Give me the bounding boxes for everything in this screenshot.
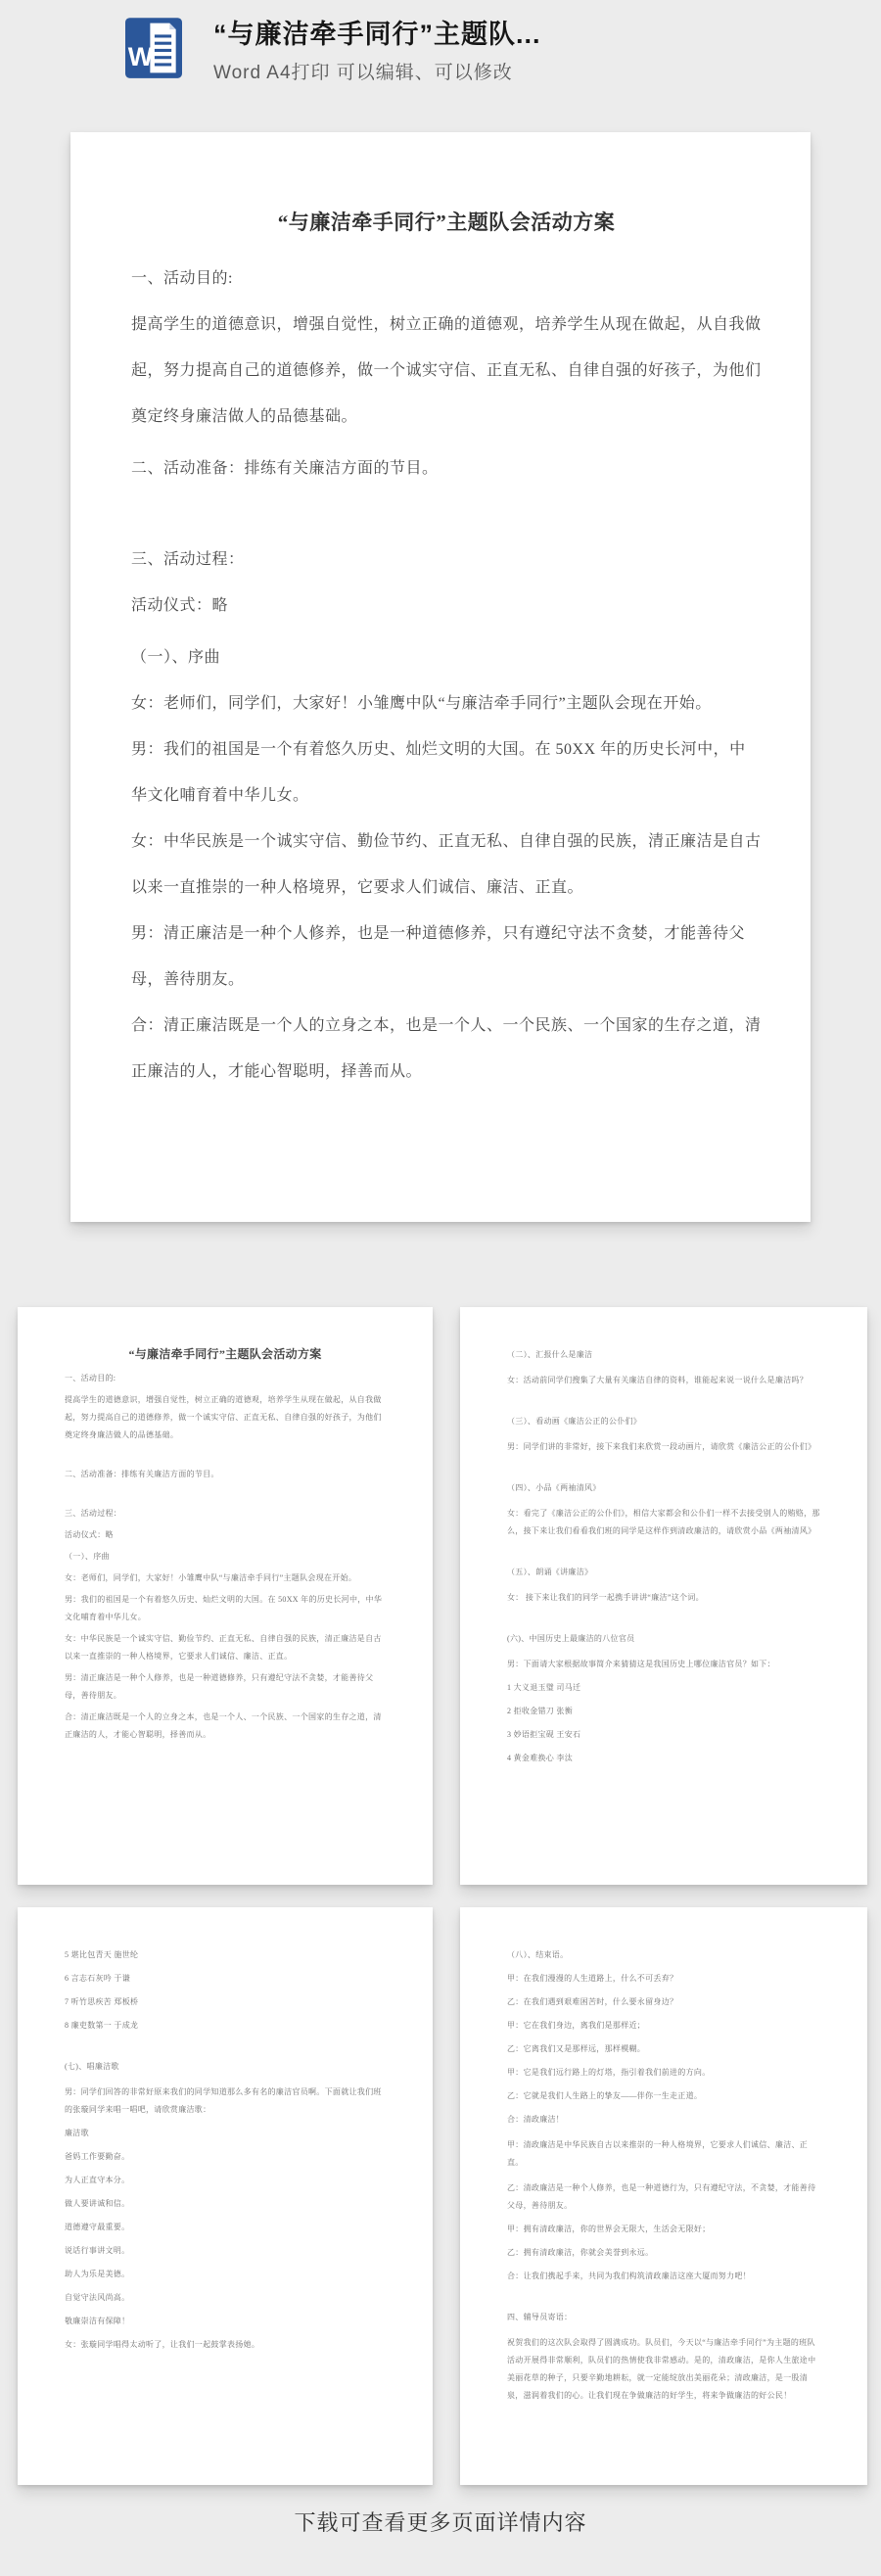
doc-text-line: （八）、结束语。 bbox=[507, 1950, 569, 1959]
doc-text-line: 活动仪式：略 bbox=[131, 597, 229, 614]
doc-text-line: （一）、序曲 bbox=[131, 649, 221, 666]
doc-text-line: 提高学生的道德意识，增强自觉性，树立正确的道德观，培养学生从现在做起，从自我做起，努力提高自己的道德修养，做一个诚实守信、正直无私、自律自强的好孩子，为他们奠定终身廉洁做人的品德基础。 bbox=[65, 1395, 382, 1439]
doc-text-line: 男：我们的祖国是一个有着悠久历史、灿烂文明的大国。在 50XX 年的历史长河中，中华文化哺育着中华儿女。 bbox=[65, 1595, 383, 1621]
doc-text-line: 提高学生的道德意识，增强自觉性，树立正确的道德观，培养学生从现在做起，从自我做起，努力提高自己的道德修养，做一个诚实守信、正直无私、自律自强的好孩子，为他们奠定终身廉洁做人的品德基础。 bbox=[131, 316, 762, 425]
header bbox=[125, 16, 541, 84]
header-text bbox=[213, 16, 541, 84]
doc-text-line: 合：清正廉洁既是一个人的立身之本，也是一个人、一个民族、一个国家的生存之道，清正廉洁的人，才能心智聪明，择善而从。 bbox=[131, 1017, 762, 1080]
thumbnail-4-content bbox=[460, 1907, 867, 2405]
doc-text-line: 6 言志石灰吟 于谦 bbox=[65, 1974, 130, 1983]
doc-text-line: 乙：它就是我们人生路上的挚友——伴你一生走正道。 bbox=[507, 2091, 703, 2100]
doc-text-line: 合：让我们携起手来，共同为我们构筑清政廉洁这座大厦而努力吧！ bbox=[507, 2272, 751, 2280]
doc-text-line: 一、活动目的: bbox=[65, 1374, 116, 1382]
doc-text-line: 敬廉崇洁有保障！ bbox=[65, 2317, 130, 2325]
doc-text-line: 合：清正廉洁既是一个人的立身之本，也是一个人、一个民族、一个国家的生存之道，清正廉洁的人，才能心智聪明，择善而从。 bbox=[65, 1712, 382, 1739]
svg-text:W: W bbox=[127, 41, 154, 72]
doc-text-line: 甲：拥有清政廉洁，你的世界会无限大，生活会无限好； bbox=[507, 2225, 711, 2233]
doc-text-line: 1 大义退玉璧 司马迁 bbox=[507, 1683, 581, 1692]
thumbnail-2-content bbox=[460, 1307, 867, 1767]
document-title: “与廉洁牵手同行”主题队... bbox=[213, 20, 541, 49]
doc-text-line: 女：老师们，同学们，大家好！小雏鹰中队“与廉洁牵手同行”主题队会现在开始。 bbox=[131, 695, 712, 712]
doc-text-line: 四、辅导员寄语： bbox=[507, 2313, 573, 2321]
doc-text-line: 为人正直守本分。 bbox=[65, 2176, 130, 2184]
doc-text-line: 二、活动准备：排练有关廉洁方面的节目。 bbox=[65, 1470, 219, 1478]
doc-text-line: 助人为乐是美德。 bbox=[65, 2270, 130, 2278]
doc-text-line: （二）、汇报什么是廉洁 bbox=[507, 1350, 593, 1359]
doc-text-line: 甲：清政廉洁是中华民族自古以来推崇的一种人格境界，它要求人们诚信、廉洁、正直。 bbox=[507, 2140, 809, 2167]
doc-text-line: 7 听竹思疾苦 郑板桥 bbox=[65, 1997, 139, 2006]
thumbnail-page-4[interactable] bbox=[460, 1907, 867, 2485]
doc-text-line: 女：老师们，同学们，大家好！小雏鹰中队“与廉洁牵手同行”主题队会现在开始。 bbox=[65, 1573, 357, 1582]
doc-text-line: 活动仪式：略 bbox=[65, 1530, 114, 1539]
doc-text-line: 乙：在我们遇到艰难困苦时，什么要永留身边？ bbox=[507, 1997, 678, 2006]
doc-text-line: （四）、小品《两袖清风》 bbox=[507, 1483, 601, 1492]
doc-text-line: 2 拒收金错刀 张衡 bbox=[507, 1707, 573, 1715]
document-preview-page-1[interactable] bbox=[70, 132, 811, 1222]
doc-text-line: 甲：它是我们远行路上的灯塔，指引着我们前进的方向。 bbox=[507, 2068, 711, 2077]
doc-text-line: 甲：它在我们身边，离我们是那样近； bbox=[507, 2021, 646, 2030]
doc-text-line: 祝贺我们的这次队会取得了圆满成功。队员们，今天以“与廉洁牵手同行”为主题的班队活动开展得非常顺利，队员们的热情使我非常感动。是的，清政廉洁，是你人生旅途中美丽花草的种子，只要辛勤地耕耘，就一定能绽放出美丽花朵；清政廉洁，是一股清泉，滋润着我们的心。让我们现在争做廉洁的好学生，将来争做廉洁的好公民！ bbox=[507, 2338, 816, 2400]
thumbnail-page-3[interactable] bbox=[18, 1907, 433, 2485]
doc-text-line: （一）、序曲 bbox=[65, 1552, 110, 1561]
doc-text-line: (六)、中国历史上最廉洁的八位官员 bbox=[507, 1634, 635, 1643]
thumbnail-page-2[interactable] bbox=[460, 1307, 867, 1885]
doc-text-line: 说话行事讲文明。 bbox=[65, 2246, 130, 2255]
doc-text-line: 女： 接下来让我们的同学一起携手讲讲“廉洁”这个词。 bbox=[507, 1593, 704, 1602]
doc-text-line: 三、活动过程： bbox=[65, 1509, 122, 1518]
doc-text-line: 女：看完了《廉洁公正的公仆们》，相信大家都会和公仆们一样不去接受别人的贿赂，那么，接下来让我们看看我们班的同学是这样作到清政廉洁的，请欣赏小品《两袖清风》 bbox=[507, 1509, 820, 1535]
doc-text-line: 5 堪比包青天 施世纶 bbox=[65, 1950, 139, 1959]
doc-text-line: 廉洁歌 bbox=[65, 2129, 89, 2137]
thumbnail-3-content bbox=[18, 1907, 433, 2354]
doc-text-line: 男：清正廉洁是一种个人修养，也是一种道德修养，只有遵纪守法不贪婪，才能善待父母，善待朋友。 bbox=[65, 1673, 374, 1700]
document-subtitle: Word A4打印 可以编辑、可以修改 bbox=[213, 63, 513, 83]
footer-note: 下载可查看更多页面详情内容 bbox=[294, 2510, 587, 2535]
doc-text-line: (七)、唱廉洁歌 bbox=[65, 2062, 119, 2071]
doc-text-line: 合：清政廉洁！ bbox=[507, 2115, 565, 2124]
word-doc-icon bbox=[125, 16, 182, 80]
doc-text-line: “与廉洁牵手同行”主题队会活动方案 bbox=[277, 211, 616, 234]
thumbnail-page-1[interactable] bbox=[18, 1307, 433, 1885]
doc-text-line: 乙：清政廉洁是一种个人修养，也是一种道德行为，只有遵纪守法，不贪婪，才能善待父母，善待朋友。 bbox=[507, 2183, 816, 2210]
doc-text-line: 男：清正廉洁是一种个人修养，也是一种道德修养，只有遵纪守法不贪婪，才能善待父母，善待朋友。 bbox=[131, 925, 746, 988]
doc-text-line: 男：同学们讲的非常好，接下来我们来欣赏一段动画片，请欣赏《廉洁公正的公仆们》 bbox=[507, 1442, 816, 1451]
doc-text-line: 3 妙语拒宝砚 王安石 bbox=[507, 1730, 581, 1739]
doc-text-line: 爸妈工作要勤奋。 bbox=[65, 2152, 130, 2161]
page-1-content bbox=[70, 132, 811, 1095]
doc-text-line: 女：中华民族是一个诚实守信、勤俭节约、正直无私、自律自强的民族，清正廉洁是自古以来一直推崇的一种人格境界，它要求人们诚信、廉洁、正直。 bbox=[65, 1634, 382, 1661]
doc-text-line: 自觉守法风尚高。 bbox=[65, 2293, 130, 2302]
doc-text-line: 三、活动过程： bbox=[131, 551, 245, 568]
doc-text-line: （三）、看动画《廉洁公正的公仆们》 bbox=[507, 1417, 642, 1426]
doc-text-line: 乙：它离我们又是那样远，那样模糊。 bbox=[507, 2044, 646, 2053]
doc-text-line: 8 廉吏数第一 于成龙 bbox=[65, 2021, 139, 2030]
thumbnail-1-content bbox=[18, 1307, 433, 1744]
doc-text-line: 二、活动准备：排练有关廉洁方面的节目。 bbox=[131, 460, 439, 477]
doc-text-line: 4 黄金难换心 李汰 bbox=[507, 1754, 573, 1762]
doc-text-line: 男：下面请大家根据故事简介来猜猜这是我国历史上哪位廉洁官员？如下： bbox=[507, 1660, 775, 1668]
doc-text-line: 一、活动目的: bbox=[131, 270, 233, 287]
doc-text-line: 男：我们的祖国是一个有着悠久历史、灿烂文明的大国。在 50XX 年的历史长河中，中华文化哺育着中华儿女。 bbox=[131, 741, 746, 804]
doc-text-line: 女：中华民族是一个诚实守信、勤俭节约、正直无私、自律自强的民族，清正廉洁是自古以来一直推崇的一种人格境界，它要求人们诚信、廉洁、正直。 bbox=[131, 833, 762, 896]
doc-text-line: 女：张璇同学唱得太动听了，让我们一起鼓掌表扬她。 bbox=[65, 2340, 260, 2349]
doc-text-line: 男：同学们回答的非常好原来我们的同学知道那么多有名的廉洁官员啊。下面就让我们班的张璇同学来唱一唱吧，请欣赏廉洁歌： bbox=[65, 2087, 382, 2114]
doc-text-line: 做人要讲诚和信。 bbox=[65, 2199, 130, 2208]
doc-text-line: 道德遵守最重要。 bbox=[65, 2223, 130, 2231]
doc-text-line: “与廉洁牵手同行”主题队会活动方案 bbox=[128, 1347, 322, 1361]
doc-text-line: （五）、朗诵《讲廉洁》 bbox=[507, 1568, 593, 1576]
doc-text-line: 女：活动前同学们搜集了大量有关廉洁自律的资料，谁能起来说一说什么是廉洁吗？ bbox=[507, 1376, 809, 1384]
doc-text-line: 甲：在我们漫漫的人生道路上，什么不可丢弃？ bbox=[507, 1974, 678, 1983]
doc-text-line: 乙：拥有清政廉洁，你就会美誉到永远。 bbox=[507, 2248, 654, 2257]
